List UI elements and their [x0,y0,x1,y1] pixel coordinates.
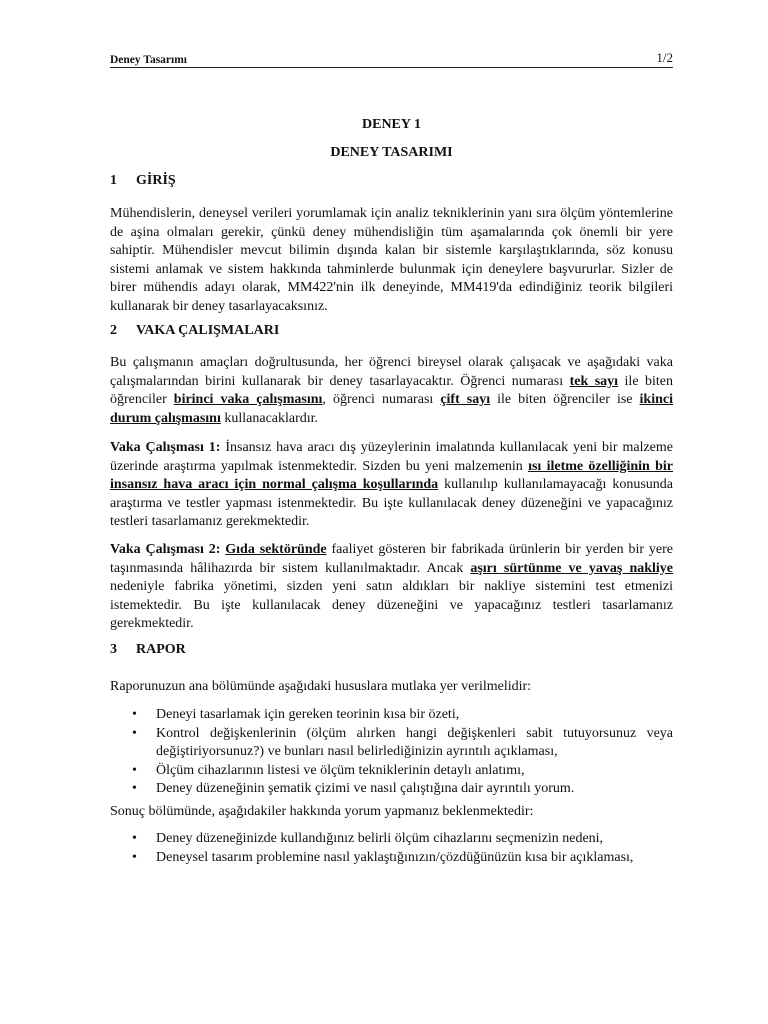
section-number: 2 [110,323,117,338]
emphasis-heat-conduction: ısı iletme özelliğinin bir insansız hava aracı için normal çalışma koşullarında [110,458,674,493]
section-number: 3 [110,642,117,657]
section-heading-giris [110,173,176,189]
text-run: ile biten öğrenciler ise [490,392,640,408]
list-item-text: Kontrol değişkenlerinin (ölçüm alırken hangi değişkenleri sabit tutuyorsunuz veya değiştiriyorsunuz?) ve bunları nasıl belirlediğinizin ayrıntılı açıklaması, [156,725,673,760]
experiment-title: DENEY TASARIMI [330,145,453,160]
emphasis-friction-transport: aşırı sürtünme ve yavaş nakliye [470,560,674,576]
results-comments-list [110,830,673,867]
text-run: kullanacaklardır. [220,410,319,426]
list-item-text: Deneysel tasarım problemine nasıl yaklaştığınızın/çözdüğünüzün kısa bir açıklaması, [156,849,634,865]
bullet-icon: • [132,781,137,797]
list-item [110,725,673,762]
text-run: nedeniyle fabrika yönetimi, sizden yeni satın aldıkları bir nakliye sistemini test etmenizi istemektedir. Bu işte kullanılacak deney düzeneğini ve yapacağınız testleri tasarlamanız gerekmektedir. [110,579,673,632]
list-item [110,762,673,781]
emphasis-first-case: birinci vaka çalışmasını [173,392,323,408]
bullet-icon: • [132,762,137,778]
emphasis-second-case: ikinci durum çalışmasını [110,392,674,426]
section-number: 1 [110,173,117,188]
list-item [110,780,673,799]
running-header [110,50,673,68]
case-assignment-paragraph [110,354,673,428]
report-requirements-list [110,706,673,799]
list-item [110,706,673,725]
case-study-2-paragraph [110,541,673,634]
page-number: 1/2 [656,50,673,65]
text-run: , öğrenci numarası [322,392,441,408]
section-title: RAPOR [136,642,186,657]
results-intro: Sonuç bölümünde, aşağıdakiler hakkında yorum yapmanız beklenmektedir: [110,804,534,819]
intro-paragraph: Mühendislerin, deneysel verileri yorumlamak için analiz tekniklerinin yanı sıra ölçüm yöntemlerine de aşina olmaları gerekir, çünkü deney mühendisliğin tüm aşamalarında çok önemli bir yere sahiptir. Mühendisler mevcut bilimin dışında kalan bir sistemle karşılaştıklarında, söz konusu sistemi anlamak ve sistem hakkında tahminlerde bulunmak için deneylere başvururlar. Sizler de birer mühendis adayı olarak, MM422'nin ilk deneyinde, MM419'da edindiğiniz teorik bilgileri kullanarak bir deney tasarlayacaksınız. [110,206,673,314]
list-item-text: Ölçüm cihazlarının listesi ve ölçüm tekniklerinin detaylı anlatımı, [156,762,525,778]
bullet-icon: • [132,849,137,865]
section-title: VAKA ÇALIŞMALARI [136,323,280,338]
list-item-text: Deneyi tasarlamak için gereken teorinin kısa bir özeti, [156,707,460,722]
text-run: ile biten öğrenciler [110,373,673,408]
case-study-2-label: Vaka Çalışması 2: [110,542,221,557]
text-run: İnsansız hava aracı dış yüzeylerinin imalatında kullanılacak yeni bir malzeme üzerinde araştırma yapılmak istenmektedir. Sizden bu yeni malzemenin [110,440,673,474]
list-item [110,849,673,868]
list-item [110,830,673,849]
case-study-1-paragraph [110,439,673,532]
section-heading-vaka [110,323,279,339]
report-intro: Raporunuzun ana bölümünde aşağıdaki hususlara mutlaka yer verilmelidir: [110,679,532,694]
text-run: kullanılıp kullanılamayacağı konusunda araştırma ve testler yapması istenmektedir. Bu işte kullanılacak deney düzeneğini ve yapacağınız testleri tasarlamanız gerekmektedir. [110,477,673,530]
text-run: Bu çalışmanın amaçları doğrultusunda, her öğrenci bireysel olarak çalışacak ve aşağıdaki vaka çalışmalarından birini kullanarak bir deney tasarlayacaktır. Öğrenci numarası [110,355,673,389]
emphasis-even-number: çift sayı [440,392,491,408]
emphasis-food-sector: Gıda sektöründe [225,542,327,557]
section-title: GİRİŞ [136,173,176,188]
section-heading-rapor [110,642,186,658]
bullet-icon: • [132,831,137,846]
experiment-number-title: DENEY 1 [362,117,421,132]
list-item-text: Deney düzeneğinin şematik çizimi ve nasıl çalıştığına dair ayrıntılı yorum. [156,781,575,797]
list-item-text: Deney düzeneğinizde kullandığınız belirli ölçüm cihazlarını seçmenizin nedeni, [156,831,604,846]
text-run: faaliyet gösteren bir fabrikada ürünlerin bir yerden bir yere taşınmasında hâlihazırda bir sistem kullanılmaktadır. Ancak [110,542,673,576]
header-title: Deney Tasarımı [110,54,187,66]
emphasis-odd-number: tek sayı [569,373,619,389]
bullet-icon: • [132,725,137,741]
bullet-icon: • [132,707,137,722]
case-study-1-label: Vaka Çalışması 1: [110,440,221,455]
